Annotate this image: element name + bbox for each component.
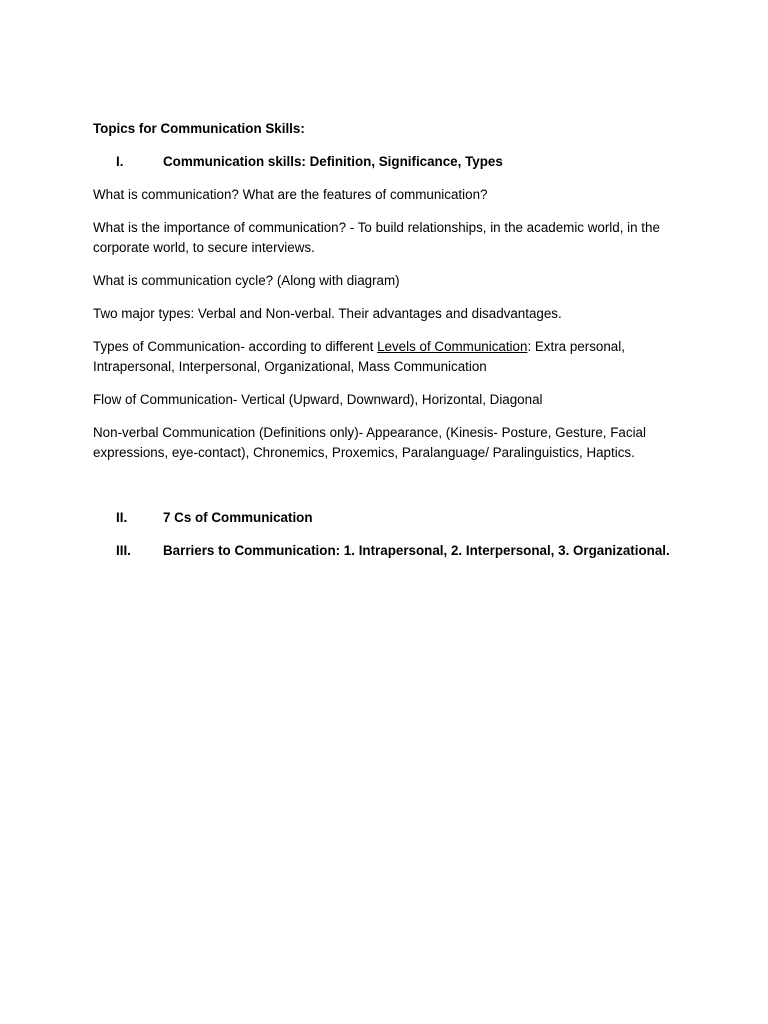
document-body — [93, 119, 683, 574]
section-heading-text: 7 Cs of Communication — [163, 510, 313, 525]
document-title: Topics for Communication Skills: — [93, 121, 305, 136]
paragraph-importance: What is the importance of communication? - To build relationships, in the academic world, in the corporate world, to secure interviews. — [93, 220, 660, 255]
paragraph-flow: Flow of Communication- Vertical (Upward, Downward), Horizontal, Diagonal — [93, 392, 543, 407]
paragraph-levels-tail: : Extra personal, Intrapersonal, Interpersonal, Organizational, Mass Communication — [93, 339, 625, 374]
section-number: II. — [116, 510, 128, 525]
paragraph-cycle: What is communication cycle? (Along with diagram) — [93, 273, 400, 288]
levels-of-communication-underlined: Levels of Communication — [377, 339, 528, 354]
paragraph-levels — [93, 337, 683, 377]
paragraph-levels-lead: Types of Communication- according to different — [93, 339, 378, 354]
section-heading-text: Communication skills: Definition, Significance, Types — [163, 154, 503, 169]
section-number: I. — [116, 154, 124, 169]
section-heading-1 — [93, 152, 683, 172]
section-heading-text: Barriers to Communication: 1. Intrapersonal, 2. Interpersonal, 3. Organizational. — [163, 543, 670, 558]
paragraph-non-verbal: Non-verbal Communication (Definitions only)- Appearance, (Kinesis- Posture, Gesture, Facial expressions, eye-contact), Chronemics, Proxemics, Paralanguage/ Paralinguistics, Haptics. — [93, 425, 646, 460]
section-number: III. — [116, 543, 131, 558]
section-heading-2 — [93, 508, 683, 528]
blank-space — [93, 476, 683, 508]
section-heading-3 — [93, 541, 683, 561]
paragraph-major-types: Two major types: Verbal and Non-verbal. Their advantages and disadvantages. — [93, 306, 562, 321]
paragraph-features: What is communication? What are the features of communication? — [93, 187, 488, 202]
